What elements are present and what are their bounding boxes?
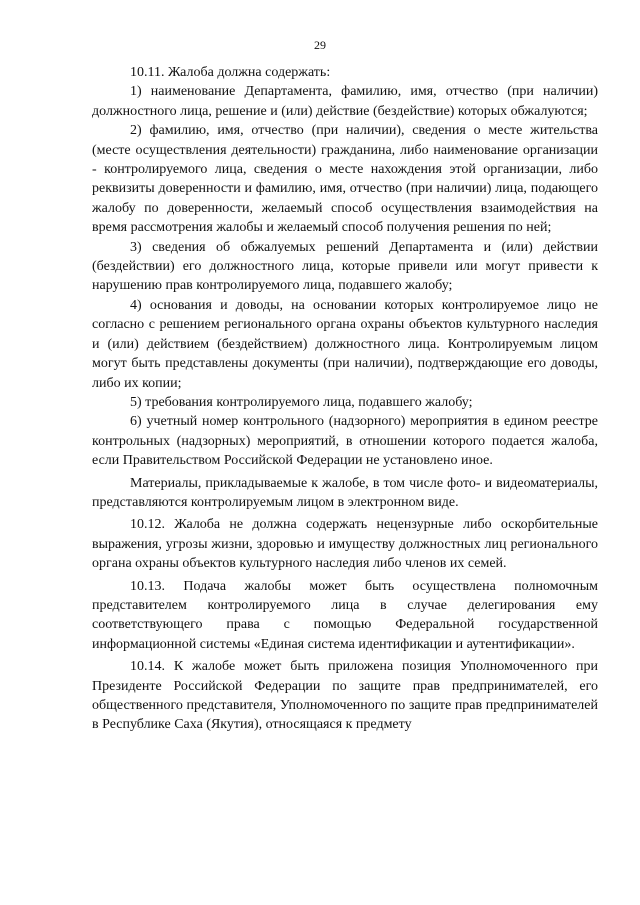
paragraph-item-2: 2) фамилию, имя, отчество (при наличии), сведения о месте жительства (месте осуществления деятельности) гражданина, либо наименование организации - контролируемого лица, сведения о месте нахождения этой организации, либо реквизиты доверенности и фамилию, имя, отчество (при наличии) лица, подающего жалобу по доверенности, желаемый способ осуществления взаимодействия на время рассмотрения жалобы и желаемый способ получения решения по ней; xyxy=(92,123,598,236)
paragraph-10-14: 10.14. К жалобе может быть приложена позиция Уполномоченного при Президенте Российской Федерации по защите прав предпринимателей, его общественного представителя, Уполномоченного по защите прав предпринимателей в Республике Саха (Якутия), относящаяся к предмету xyxy=(92,659,598,733)
paragraph-materials: Материалы, прикладываемые к жалобе, в том числе фото- и видеоматериалы, представляются контролируемым лицом в электронном виде. xyxy=(92,475,598,510)
paragraph-10-13: 10.13. Подача жалобы может быть осуществлена полномочным представителем контролируемого лица в случае делегирования ему соответствующего права с помощью Федеральной государственной информационной системы «Единая система идентификации и аутентификации». xyxy=(92,578,598,652)
page-number: 29 xyxy=(314,38,326,52)
document-body xyxy=(92,63,598,735)
paragraph-item-6: 6) учетный номер контрольного (надзорного) мероприятия в едином реестре контрольных (надзорных) мероприятий, в отношении которого подается жалоба, если Правительством Российской Федерации не установлено иное. xyxy=(92,414,598,469)
paragraph-item-4: 4) основания и доводы, на основании которых контролируемое лицо не согласно с решением регионального органа охраны объектов культурного наследия и (или) действием (бездействием) должностного лица. Контролируемым лицом могут быть представлены документы (при наличии), подтверждающие его доводы, либо их копии; xyxy=(92,297,598,391)
paragraph-item-3: 3) сведения об обжалуемых решений Департамента и (или) действии (бездействии) его должностного лица, которые привели или могут привести к нарушению прав контролируемого лица, подавшего жалобу; xyxy=(92,239,598,294)
paragraph-10-11-heading: 10.11. Жалоба должна содержать: xyxy=(130,65,331,80)
paragraph-10-12: 10.12. Жалоба не должна содержать нецензурные либо оскорбительные выражения, угрозы жизни, здоровью и имуществу должностных лиц регионального органа охраны объектов культурного наследия либо членов их семей. xyxy=(92,517,598,572)
paragraph-item-5: 5) требования контролируемого лица, подавшего жалобу; xyxy=(130,394,473,410)
paragraph-item-1: 1) наименование Департамента, фамилию, имя, отчество (при наличии) должностного лица, решение и (или) действие (бездействие) которых обжалуются; xyxy=(92,84,598,119)
